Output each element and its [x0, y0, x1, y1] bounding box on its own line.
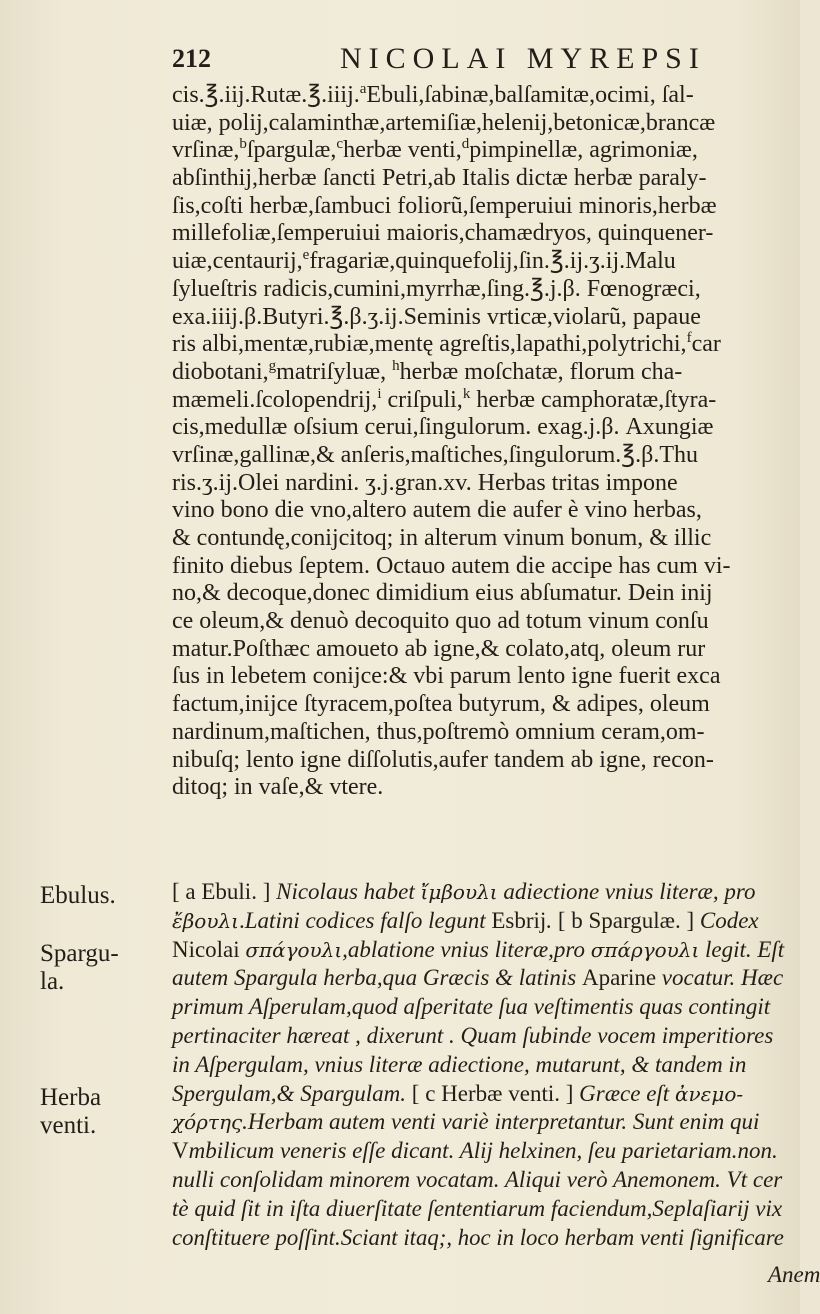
- text-line: [172, 331, 820, 359]
- italic-run: Codex: [699, 907, 759, 933]
- text-run: herbæ camphoratæ,ſtyra-: [470, 386, 717, 413]
- roman-run: .: [239, 907, 245, 933]
- roman-run: [ a Ebuli. ]: [172, 879, 277, 904]
- note-line: [172, 907, 820, 936]
- note-marker: f: [686, 330, 692, 347]
- text-run: millefoliæ,ſemperuiui maioris,chamædryos, quinquener-: [172, 220, 714, 247]
- text-run: nardinum,maſtichen, thus,poſtremò omnium ceram,om-: [172, 718, 705, 745]
- text-line: [172, 304, 820, 332]
- text-run: abſinthij,herbæ ſancti Petri,ab Italis dictæ herbæ paraly-: [172, 165, 707, 192]
- italic-run: pertinaciter hæreat , dixerunt . Quam ſubinde vocem imperitiores: [172, 1022, 774, 1048]
- text-line: [172, 276, 820, 304]
- text-line: [172, 580, 820, 608]
- text-line: [172, 636, 820, 664]
- text-line: [172, 774, 820, 802]
- margin-note-venti: venti.: [40, 1112, 97, 1139]
- text-line: [172, 442, 820, 470]
- italic-run: vocatur. Hæc: [656, 965, 784, 991]
- note-marker: b: [239, 136, 247, 153]
- text-run: uiæ,centaurij,: [172, 248, 303, 275]
- text-run: cis.℥.iij.Rutæ.℥.iiij.: [172, 82, 360, 108]
- text-line: [172, 719, 820, 747]
- italic-run: ,ablatione vnius literæ,pro: [342, 936, 591, 962]
- italic-run: conſtituere poſſint.Sciant itaq;, hoc in loco herbam venti ſignificare: [172, 1224, 784, 1250]
- italic-run: Nicolaus habet: [276, 879, 421, 904]
- note-line: [172, 1137, 820, 1166]
- text-run: ce oleum,& denuò decoquito quo ad totum vinum conſu: [172, 608, 709, 635]
- italic-run: primum Aſperulam,quod aſperitate ſua veſtimentis quas contingit: [172, 994, 771, 1020]
- text-line: [172, 82, 820, 110]
- greek-word: χόρτης: [172, 1110, 243, 1135]
- text-run: cis,medullæ oſsium cerui,ſingulorum. exag.j.β. Axungiæ: [172, 414, 714, 441]
- italic-run: mbilicum veneris eſſe dicant. Alij helxinen, ſeu parietariam.non.: [188, 1138, 778, 1164]
- note-line: [172, 1080, 820, 1109]
- text-run: ſus in lebetem conijce:& vbi parum lento igne fuerit exca: [172, 663, 721, 690]
- text-run: ſylueſtris radicis,cumini,myrrhæ,ſing.℥.j.β. Fœnogræci,: [172, 275, 701, 302]
- note-marker: a: [359, 81, 367, 97]
- note-line: [172, 1108, 820, 1137]
- catchword: Anem: [768, 1262, 820, 1287]
- text-line: [172, 747, 820, 775]
- greek-word: ἴμβουλι: [420, 880, 498, 904]
- roman-run: V: [172, 1138, 189, 1164]
- text-run: herbæ moſchatæ, florum cha-: [399, 358, 683, 385]
- text-run: finito diebus ſeptem. Octauo autem die accipe has cum vi-: [172, 552, 731, 579]
- italic-run: autem Spargula herba,qua Græcis & latinis: [172, 965, 582, 991]
- text-line: [172, 525, 820, 553]
- italic-run: Latini codices falſo legunt: [244, 907, 492, 933]
- text-run: nibuſq; lento igne diſſolutis,aufer tandem ab igne, recon-: [172, 746, 714, 773]
- roman-run: Aparine: [581, 965, 657, 991]
- italic-run: adiectione vnius literæ, pro: [497, 879, 756, 904]
- text-run: matur.Poſthæc amoueto ab igne,& colato,atq, oleum rur: [172, 635, 706, 662]
- note-line: [172, 1195, 820, 1224]
- note-marker: c: [336, 136, 344, 153]
- greek-word: ἔβουλι: [172, 908, 240, 933]
- main-text-block: [172, 82, 820, 802]
- note-line: [172, 993, 820, 1022]
- italic-run: tè quid ſit in iſta diuerſitate ſententiarum faciendum,Seplaſiarij vix: [172, 1195, 783, 1221]
- text-line: [172, 663, 820, 691]
- note-line: [172, 936, 819, 965]
- text-line: [172, 553, 820, 581]
- text-line: [172, 137, 820, 165]
- text-run: car: [691, 331, 721, 358]
- text-run: pimpinellæ, agrimoniæ,: [469, 137, 698, 164]
- text-run: ſpargulæ,: [246, 137, 337, 164]
- note-line: [172, 878, 820, 907]
- text-line: [172, 497, 820, 525]
- text-run: herbæ venti,: [343, 137, 462, 164]
- text-run: uiæ, polij,calaminthæ,artemiſiæ,helenij,betonicæ,brancæ: [172, 109, 716, 136]
- roman-run: [ b Spargulæ. ]: [557, 907, 700, 933]
- text-line: [172, 470, 820, 498]
- note-line: [172, 1022, 820, 1051]
- roman-run: [ c Herbæ venti. ]: [411, 1080, 580, 1106]
- note-marker: h: [392, 357, 400, 374]
- text-line: [172, 414, 820, 442]
- roman-run: Esbrij: [491, 907, 547, 933]
- italic-run: Græce eſt: [579, 1080, 675, 1106]
- text-line: [172, 193, 820, 221]
- text-run: Ebuli,ſabinæ,balſamitæ,ocimi, ſal-: [366, 82, 694, 108]
- margin-note-herba: Herba: [40, 1084, 102, 1111]
- margin-note-ebulus: Ebulus.: [40, 882, 116, 909]
- note-marker: k: [462, 385, 471, 402]
- running-title: NICOLAI MYREPSI: [340, 42, 706, 75]
- note-line: [172, 1166, 820, 1195]
- roman-run: Nicolai: [172, 936, 246, 962]
- italic-run: in Aſpergulam, vnius literæ adiectione, mutarunt, & tandem in: [172, 1051, 747, 1077]
- text-run: mæmeli.ſcolopendrij,: [172, 386, 378, 413]
- text-line: [172, 387, 820, 415]
- text-run: ris albi,mentæ,rubiæ,mentę agreſtis,lapathi,polytrichi,: [172, 331, 687, 358]
- page-number: 212: [172, 44, 211, 73]
- text-run: vino bono die vno,altero autem die aufer è vino herbas,: [172, 497, 702, 524]
- greek-word: σπάγουλι: [245, 937, 343, 962]
- note-line: [172, 1051, 820, 1080]
- text-run: ris.ʒ.ij.Olei nardini. ʒ.j.gran.xv. Herbas tritas impone: [172, 469, 678, 496]
- note-marker: e: [302, 247, 310, 264]
- note-marker: g: [268, 357, 277, 374]
- text-run: no,& decoque,donec dimidium eius abſumatur. Dein inij: [172, 580, 713, 607]
- italic-run: .Herbam autem venti variè interpretantur. Sunt enim qui: [242, 1109, 760, 1135]
- margin-note-spargula-end: la.: [40, 968, 65, 995]
- text-line: [172, 220, 820, 248]
- text-line: [172, 248, 820, 276]
- note-marker: i: [377, 385, 382, 402]
- text-run: diobotani,: [172, 358, 269, 385]
- note-line: [172, 964, 820, 993]
- text-line: [172, 691, 820, 719]
- margin-note-spargula: Spargu-: [40, 940, 119, 967]
- text-line: [172, 110, 820, 138]
- text-run: exa.iiij.β.Butyri.℥.β.ʒ.ij.Seminis vrticæ,violarũ, papaue: [172, 303, 701, 330]
- text-line: [172, 608, 820, 636]
- greek-word: σπάργουλι: [590, 937, 700, 962]
- italic-run: nulli conſolidam minorem vocatam. Aliqui verò Anemonem. Vt cer: [172, 1166, 783, 1192]
- italic-run: .: [546, 907, 558, 933]
- text-run: vrſinæ,: [172, 137, 240, 164]
- page-header: [0, 44, 800, 84]
- text-run: matriſyluæ,: [276, 358, 393, 385]
- italic-run: legit. Eſt: [699, 936, 785, 962]
- note-marker: d: [461, 136, 470, 153]
- text-line: [172, 165, 820, 193]
- note-line: [172, 1224, 814, 1253]
- text-run: vrſinæ,gallinæ,& anſeris,maſtiches,ſingulorum.℥.β.Thu: [172, 441, 699, 468]
- text-run: & contundę,conijcitoq; in alterum vinum bonum, & illic: [172, 525, 712, 551]
- italic-run: Spergulam,& Spargulam.: [172, 1080, 412, 1106]
- text-run: ſis,coſti herbæ,ſambuci foliorũ,ſemperuiui minoris,herbæ: [172, 192, 717, 219]
- annotation-block: [172, 878, 820, 1252]
- text-run: ditoq; in vaſe,& vtere.: [172, 774, 384, 801]
- text-run: fragariæ,quinquefolij,ſin.℥.ij.ʒ.ij.Malu: [309, 248, 676, 275]
- text-run: factum,inijce ſtyracem,poſtea butyrum, & adipes, oleum: [172, 691, 710, 718]
- greek-word: ἀνεμο-: [674, 1081, 744, 1106]
- text-line: [172, 359, 820, 387]
- text-run: criſpuli,: [381, 386, 463, 413]
